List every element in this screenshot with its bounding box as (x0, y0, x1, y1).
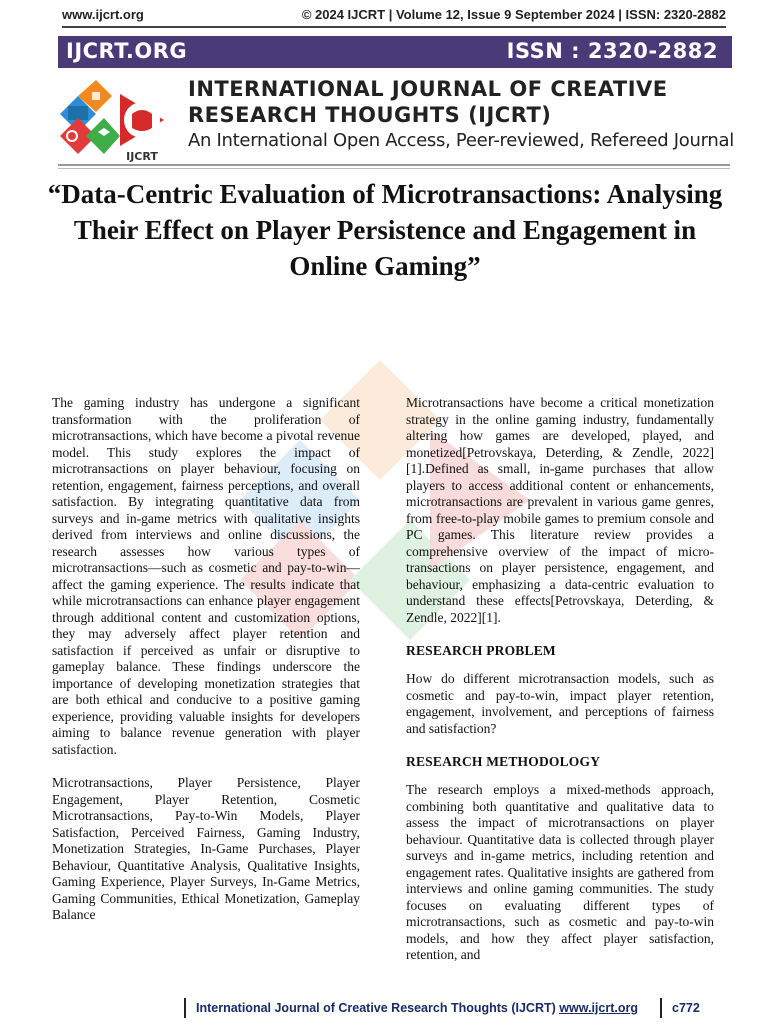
logo-green-diamond (86, 118, 120, 154)
journal-banner (58, 36, 732, 68)
research-methodology-text: The research employs a mixed-methods approach, combining both quantitative and qualitative data to assess the impact of microtransactions on player behaviour. Quantitative data is collected through player surveys and in-game metrics, including retention and engagement rates. Qualitative insights are gathered from interviews and online gaming communities. The study focuses on evaluating different types of microtransactions, such as cosmetic and pay-to-win models, and how they affect player satisfaction, retention, and (406, 782, 714, 962)
footer-journal-info (196, 1001, 638, 1015)
banner-issn: ISSN : 2320-2882 (506, 39, 718, 63)
research-problem-heading: RESEARCH PROBLEM (406, 643, 556, 658)
header-divider (58, 164, 730, 166)
footer-journal-name: International Journal of Creative Research Thoughts (IJCRT) (196, 1001, 556, 1015)
footer-url-link[interactable]: www.ijcrt.org (559, 1001, 638, 1015)
footer-divider-left (184, 998, 186, 1018)
banner-site-name: IJCRT.ORG (66, 39, 188, 63)
logo-caption: IJCRT (126, 150, 158, 162)
header-rule (62, 26, 726, 28)
keywords-text: Microtransactions, Player Persistence, Player Engagement, Player Retention, Cosmetic Microtransactions, Pay-to-Win Models, Player Satisfaction, Perceived Fairness, Gaming Industry, Monetization Strategies, In-Game Purchases, Player Behaviour, Quantitative Analysis, Qualitative Insights, Gaming Experience, Player Surveys, In-Game Metrics, Gaming Communities, Ethical Monetization, Gameplay Balance (52, 775, 360, 922)
footer-divider-right (660, 998, 662, 1018)
header-divider-thin (58, 168, 730, 169)
paper-title: “Data-Centric Evaluation of Microtransactions: Analysing Their Effect on Player Persistence and Engagement in Online Gaming” (47, 179, 723, 281)
header-issue-info: © 2024 IJCRT | Volume 12, Issue 9 September 2024 | ISSN: 2320-2882 (301, 7, 726, 22)
ijcrt-logo (58, 76, 182, 162)
introduction-text: Microtransactions have become a critical monetization strategy in the online gaming industry, fundamentally altering how games are developed, played, and monetized[Petrovskaya, Deterding, & Zendle, 2022][1].Defined as small, in-game purchases that allow players to access additional content or enhancements, microtransactions are prevalent in various game genres, from free-to-play mobile games to premium console and PC games. This literature review provides a comprehensive overview of the impact of micro-transactions on player persistence, engagement, and behaviour, emphasizing a data-centric evaluation to understand these effects[Petrovskaya, Deterding, & Zendle, 2022][1]. (406, 395, 714, 625)
page-footer (184, 998, 724, 1018)
research-problem-text: How do different microtransaction models, such as cosmetic and pay-to-win, impact player retention, engagement, involvement, and perceptions of fairness and satisfaction? (406, 671, 714, 736)
running-header (0, 4, 768, 24)
header-site-url[interactable]: www.ijcrt.org (62, 7, 144, 22)
research-methodology-heading: RESEARCH METHODOLOGY (406, 754, 601, 769)
journal-name-block (188, 76, 734, 154)
right-column (406, 395, 714, 981)
journal-name-line2: RESEARCH THOUGHTS (IJCRT) (188, 103, 552, 127)
abstract-text: The gaming industry has undergone a significant transformation with the proliferation of microtransactions, which have become a pivotal revenue model. This study explores the impact of microtransactions on player behaviour, focusing on retention, engagement, fairness perceptions, and overall satisfaction. By integrating quantitative data from surveys and in-game metrics with qualitative insights derived from interviews and online discussions, the research assesses how various types of microtransactions—such as cosmetic and pay-to-win—affect the gaming experience. The results indicate that while microtransactions can enhance player engagement through additional content and customization options, they may adversely affect player retention and satisfaction if perceived as unfair or disruptive to gameplay balance. These findings underscore the importance of developing monetization strategies that are both ethical and conducive to a positive gaming experience, providing valuable insights for developers aiming to balance revenue generation with player satisfaction. (52, 395, 360, 757)
journal-tagline: An International Open Access, Peer-reviewed, Refereed Journal (188, 130, 734, 151)
journal-name-line1: INTERNATIONAL JOURNAL OF CREATIVE (188, 77, 668, 101)
left-column (52, 395, 360, 941)
page-number: c772 (672, 1001, 700, 1015)
